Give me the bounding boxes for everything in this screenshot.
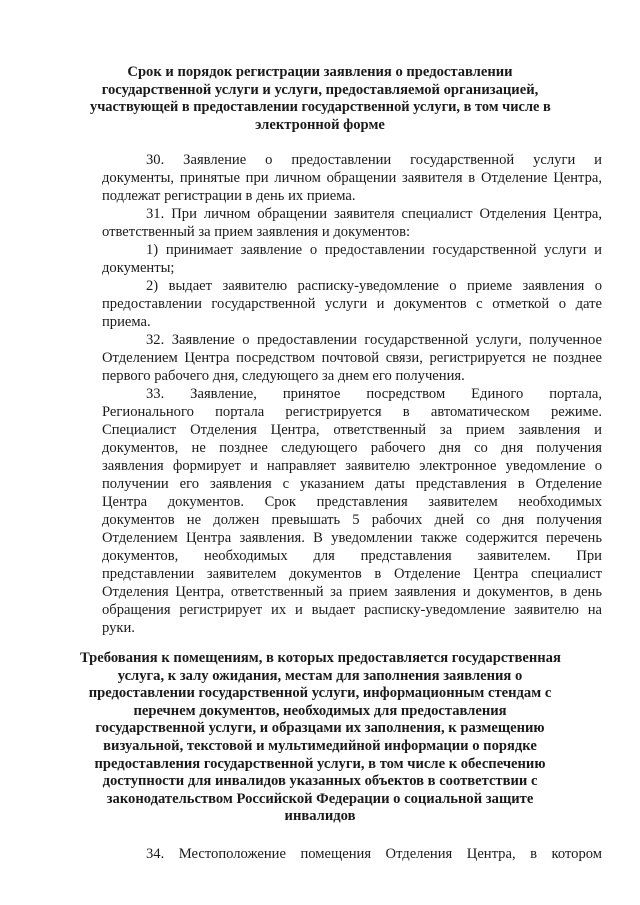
heading-line: государственной услуги и услуги, предоставляемой организацией, <box>101 81 539 98</box>
heading-line: визуальной, текстовой и мультимедийной информации о порядке <box>103 737 537 754</box>
paragraph-line: подлежат регистрации в день их приема. <box>102 188 356 204</box>
section-heading-registration <box>90 64 550 134</box>
paragraph-line: документов, не позднее следующего рабочего дня со дня получения <box>102 440 602 456</box>
heading-line: инвалидов <box>284 808 356 825</box>
paragraph-line: Центра документов. Срок представления заявителем необходимых <box>102 494 602 510</box>
paragraph-line: заявления формирует и направляет заявителю электронное уведомление о <box>102 458 602 474</box>
paragraph-line: первого рабочего дня, следующего за днем его получения. <box>102 368 465 384</box>
heading-line: услуга, к залу ожидания, местам для заполнения заявления о <box>117 667 523 684</box>
paragraph-line: 31. При личном обращении заявителя специалист Отделения Центра, <box>146 206 602 222</box>
heading-line: законодательством Российской Федерации о социальной защите <box>106 790 534 807</box>
paragraph-line: 33. Заявление, принятое посредством Единого портала, <box>146 386 602 402</box>
paragraph-line: документы, принятые при личном обращении заявителя в Отделение Центра, <box>102 170 602 186</box>
heading-line: доступности для инвалидов указанных объектов в соответствии с <box>102 773 538 790</box>
paragraph-line: Специалист Отделения Центра, ответственный за прием заявления и <box>102 422 602 438</box>
paragraph-line: 30. Заявление о предоставлении государственной услуги и <box>146 152 602 168</box>
section-heading-premises <box>80 650 560 826</box>
paragraph-line: предоставлении государственной услуги и документов с отметкой о дате <box>102 296 602 312</box>
paragraph-line: документов не должен превышать 5 рабочих дней со дня получения <box>102 512 602 528</box>
paragraph-line: Отделения Центра, ответственный за прием заявления и документов, в день <box>102 584 602 600</box>
paragraph-line: обращения регистрирует их и выдает расписку-уведомление заявителю на <box>102 602 602 618</box>
paragraph-line: документы; <box>102 260 175 276</box>
heading-line: предоставления государственной услуги, в том числе к обеспечению <box>94 755 546 772</box>
heading-line: государственной услуги, и образцами их заполнения, к размещению <box>95 720 545 737</box>
heading-line: участвующей в предоставлении государственной услуги, в том числе в <box>90 99 551 116</box>
paragraph-line: Отделением Центра посредством почтовой связи, регистрируется не позднее <box>102 350 602 366</box>
paragraph-line: 32. Заявление о предоставлении государственной услуги, полученное <box>146 332 602 348</box>
registration-paragraphs <box>102 151 602 637</box>
heading-line: электронной форме <box>255 116 385 133</box>
paragraph-line: Отделением Центра заявления. В уведомлении также содержится перечень <box>102 530 602 546</box>
paragraph-line: Регионального портала регистрируется в автоматическом режиме. <box>102 404 602 420</box>
paragraph-line: документов, необходимых для представления заявителем. При <box>102 548 602 564</box>
paragraph-line: 1) принимает заявление о предоставлении государственной услуги и <box>146 242 602 258</box>
heading-line: предоставлении государственной услуги, информационным стендам с <box>88 685 552 702</box>
paragraph-line: руки. <box>102 620 135 636</box>
heading-line: перечнем документов, необходимых для предоставления <box>133 702 507 719</box>
paragraph-line: получении его заявления с указанием даты представления в Отделение <box>102 476 602 492</box>
heading-line: Срок и порядок регистрации заявления о предоставлении <box>127 64 513 80</box>
paragraph-line: 2) выдает заявителю расписку-уведомление о приеме заявления о <box>146 278 602 294</box>
paragraph-line: ответственный за прием заявления и документов: <box>102 224 411 240</box>
paragraph-line: представлении заявителем документов в Отделение Центра специалист <box>102 566 602 582</box>
premises-paragraphs <box>102 845 602 863</box>
paragraph-line: приема. <box>102 314 151 330</box>
paragraph-line: 34. Местоположение помещения Отделения Центра, в котором <box>146 846 602 862</box>
heading-line: Требования к помещениям, в которых предоставляется государственная <box>80 650 561 666</box>
